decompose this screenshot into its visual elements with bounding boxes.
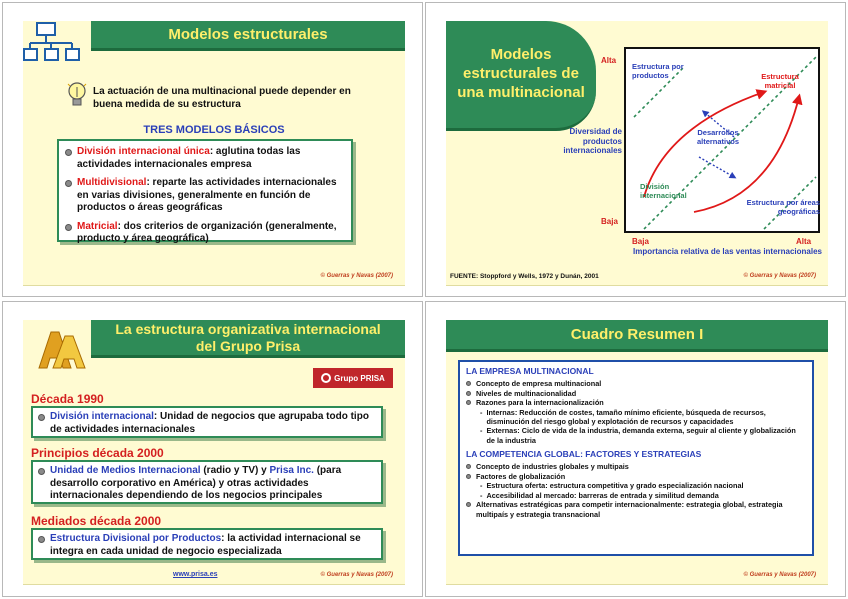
slide-4	[446, 320, 828, 585]
bullet-icon	[38, 468, 45, 475]
x-high-label: Alta	[796, 237, 812, 246]
section-heading: Principios década 2000	[31, 446, 164, 460]
summary-box	[458, 360, 814, 556]
aa-logo-icon	[37, 328, 87, 370]
model-text: : dos criterios de organización (generalmente, producto y área geográfica)	[77, 220, 337, 244]
summary-subitem: Internas: Reducción de costes, tamaño mínimo eficiente, búsqueda de recursos, disminución del riesgo global y explotación de recursos y capacidades	[486, 407, 766, 426]
model-item	[65, 177, 345, 215]
summary-item: Alternativas estratégicas para competir internacionalmente: estrategia global, estrategia multipaís y estrategia transnacional	[476, 500, 783, 519]
summary-heading-1: LA EMPRESA MULTINACIONAL	[466, 366, 594, 376]
label-matrix: Estructura matricial	[761, 72, 799, 90]
bullet-icon	[466, 502, 471, 507]
section-label: Unidad de Medios Internacional	[50, 465, 201, 476]
dash-icon: -	[480, 407, 483, 417]
slide-4-footer: © Guerras y Navas (2007)	[743, 572, 816, 578]
prisa-logo	[313, 368, 393, 388]
model-label: División internacional única	[77, 146, 210, 157]
prisa-link[interactable]: www.prisa.es	[173, 571, 218, 578]
bullet-icon	[38, 536, 45, 543]
slide-1-title: Modelos estructurales	[168, 26, 328, 43]
slide-3-footer: © Guerras y Navas (2007)	[320, 572, 393, 578]
slide-3-title: La estructura organizativa internacional del Grupo Prisa	[115, 321, 381, 354]
lightbulb-icon	[67, 81, 87, 109]
bullet-icon	[466, 391, 471, 396]
y-high-label: Alta	[601, 56, 617, 65]
summary-item: Concepto de industries globales y multipais	[476, 462, 629, 472]
section-heading: Década 1990	[31, 392, 104, 406]
section-text: : Unidad de negocios que agrupaba todo tipo de actividades internacionales	[50, 411, 369, 435]
slide-frame-4	[425, 301, 846, 597]
slide-1-models-box	[57, 139, 353, 242]
label-geographic: Estructura por áreas geográficas	[746, 198, 820, 216]
summary-item: Razones para la internacionalización	[476, 398, 604, 408]
section-text: : la actividad internacional se integra en cada unidad de negocio especializada	[50, 533, 361, 557]
slide-1	[23, 21, 405, 286]
bullet-icon	[466, 474, 471, 479]
x-axis-label: Importancia relativa de las ventas internacionales	[633, 247, 822, 256]
prisa-mark-icon	[321, 373, 331, 383]
summary-subitem: Externas: Ciclo de vida de la industria, demanda externa, seguir al cliente y globalización de la industria	[486, 426, 796, 445]
section-heading: Mediados década 2000	[31, 514, 162, 528]
slide-1-subtitle: TRES MODELOS BÁSICOS	[143, 124, 285, 136]
section-label: Estructura Divisional por Productos	[50, 533, 222, 544]
slide-4-title-bar	[446, 320, 828, 352]
label-products: Estructura por productos	[632, 62, 684, 80]
dash-icon: -	[480, 481, 483, 491]
bullet-icon	[65, 180, 72, 187]
dash-icon: -	[480, 490, 483, 500]
slide-2-footer: © Guerras y Navas (2007)	[743, 273, 816, 279]
slide-3	[23, 320, 405, 585]
y-axis-label: Diversidad de productos internacionales	[563, 127, 622, 156]
slide-1-title-bar	[91, 21, 405, 51]
bullet-icon	[466, 400, 471, 405]
slide-1-footer: © Guerras y Navas (2007)	[320, 273, 393, 279]
model-text: : reparte las actividades internacionales en varias divisiones, generalmente en función de productos o áreas geográficas	[77, 177, 337, 213]
label-alternatives: Desarrollos alternativos	[696, 128, 740, 146]
slide-frame-2	[425, 2, 846, 297]
slide-2-source: FUENTE: Stoppford y Wells, 1972 y Dunán, 2001	[450, 273, 599, 280]
bullet-icon	[466, 381, 471, 386]
section-label-2: Prisa Inc.	[269, 465, 314, 476]
model-item	[65, 146, 345, 171]
slide-3-title-bar	[91, 320, 405, 358]
summary-heading-2: LA COMPETENCIA GLOBAL: FACTORES Y ESTRATEGIAS	[466, 449, 702, 460]
summary-subitem: Accesibilidad al mercado: barreras de entrada y similitud demanda	[486, 490, 719, 500]
model-text: : aglutina todas las actividades internacionales empresa	[77, 146, 301, 170]
bullet-icon	[65, 224, 72, 231]
dash-icon: -	[480, 426, 483, 436]
section-text: (radio y TV) y	[200, 465, 270, 476]
model-item	[65, 221, 345, 246]
summary-subitem: Estructura oferta: estructura competitiva y grado especialización nacional	[486, 481, 744, 491]
summary-item: Factores de globalización	[476, 471, 566, 481]
bullet-icon	[65, 149, 72, 156]
section-box	[31, 406, 383, 438]
slide-2	[446, 21, 828, 286]
slide-1-intro: La actuación de una multinacional puede depender en buena medida de su estructura	[93, 86, 351, 110]
slide-2-title: Modelos estructurales de una multinacional	[457, 46, 585, 101]
section-box	[31, 460, 383, 504]
prisa-logo-text: Grupo PRISA	[334, 373, 385, 383]
bullet-icon	[38, 414, 45, 421]
slide-frame-1	[2, 2, 423, 297]
bullet-icon	[466, 464, 471, 469]
model-label: Multidivisional	[77, 177, 147, 188]
org-chart-icon	[23, 21, 83, 63]
summary-item: Niveles de multinacionalidad	[476, 388, 577, 398]
x-low-label: Baja	[632, 237, 649, 246]
section-label: División internacional	[50, 411, 154, 422]
summary-item: Concepto de empresa multinacional	[476, 379, 602, 389]
section-box	[31, 528, 383, 560]
slide-frame-3	[2, 301, 423, 597]
label-division: División internacional	[640, 182, 687, 200]
model-label: Matricial	[77, 220, 118, 232]
section-text: (para desarrollo corporativo en América) y otras actividades internacionales dependiendo de los negocios principales	[50, 465, 342, 501]
slide-4-title: Cuadro Resumen I	[570, 326, 704, 343]
slide-2-title-bar	[446, 21, 596, 131]
y-low-label: Baja	[601, 217, 618, 226]
